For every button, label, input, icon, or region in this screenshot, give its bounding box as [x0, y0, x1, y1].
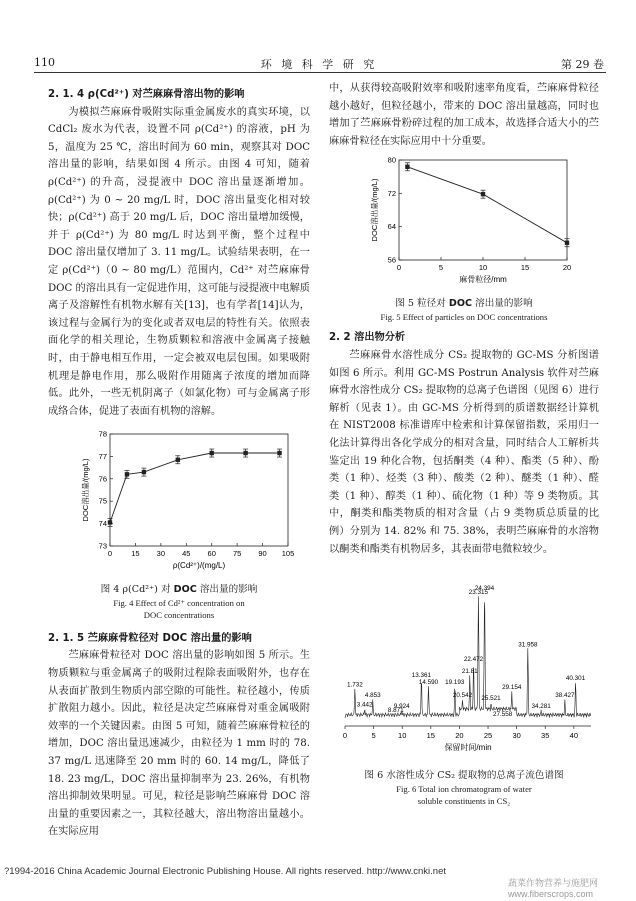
x-tick-label: 20 [455, 731, 464, 741]
section-heading-2-1-4: 2. 1. 4 ρ(Cd²⁺) 对苎麻麻骨溶出物的影响 [48, 89, 245, 100]
data-point [277, 451, 281, 455]
plot-frame [399, 160, 567, 260]
x-axis-label: 麻骨粒径/mm [459, 275, 507, 285]
x-tick-label: 0 [107, 549, 113, 559]
volume-label: 第 29 卷 [561, 58, 604, 71]
data-point [243, 451, 247, 455]
x-tick-label: 10 [398, 731, 407, 741]
right-column [329, 80, 599, 808]
figure-6-caption-en-2: soluble constituents in CS₂ [417, 796, 511, 807]
section-heading-2-2: 2. 2 溶出物分析 [329, 332, 406, 344]
copyright-footer: ?1994-2016 China Academic Journal Electronic Publishing House. All rights reserved. http://www.cnki.net [4, 866, 446, 877]
y-tick-label: 76 [98, 474, 107, 484]
data-point [125, 472, 129, 476]
y-tick-label: 72 [387, 189, 396, 199]
figure-4-chart [48, 426, 310, 576]
x-tick-label: 40 [569, 731, 579, 741]
figure-4-caption-en-2: DOC concentrations [143, 610, 215, 621]
y-tick-label: 75 [98, 496, 107, 506]
left-column [48, 78, 310, 841]
figure-5-chart [329, 154, 599, 290]
figure-4-caption-en-1: Fig. 4 Effect of Cd²⁺ concentration on [113, 597, 245, 608]
y-axis-label: DOC溶出量/(mg/L) [370, 178, 379, 242]
peak-label: 40.301 [565, 674, 586, 682]
y-axis-label: DOC溶出量/(mg/L) [81, 458, 90, 522]
series-line [110, 453, 280, 523]
peak-label: 31.958 [518, 641, 538, 649]
y-tick-label: 78 [98, 429, 107, 439]
paragraph-gcms-analysis: 苎麻麻骨水溶性成分 CS₂ 提取物的 GC-MS 分析图谱如图 6 所示。利用 GC-MS Postrun Analysis 软件对苎麻麻骨水溶性成分 CS₂ 提取物的总离子色谱图（见图 6）进行解析（见表 1）。由 GC-MS 分析得到的质谱数据经计算机在 NIST2008 标准谱库中检索和计算保留指数，采用归一化法计算得出各化学成分的相对含量，同时结合人工解析共鉴定出 19 种化合物，包括酮类（4 种）、酯类（5 种）、酚类（1 种）、烃类（3 种）、酸类（2 种）、醚类（1 种）、醛类（1 种）、醇类（1 种）、硫化物（1 种）等 9 类物质。其中，酮类和酯类物质的相对含量（占 9 类物质总质量的比例）分别为 14. 82% 和 75. 38%，表明苎麻麻骨的水溶物以酮类和酯类有机物居多，其表面带电微粒较少。 [329, 350, 599, 555]
peak-label: 13.361 [411, 672, 432, 680]
figure-5-caption-suffix: 溶出量的影响 [475, 297, 533, 309]
peak-label: 38.427 [555, 692, 575, 700]
peak-label: 21.81 [461, 668, 478, 676]
peak-label: 20.542 [452, 692, 473, 700]
peak-label: 22.472 [463, 656, 484, 664]
figure-5-caption-prefix: 图 5 粒径对 [395, 297, 446, 309]
journal-title: 环 境 科 学 研 究 [260, 58, 378, 71]
y-tick-label: 73 [98, 541, 107, 551]
data-point [565, 241, 569, 245]
section-heading-2-1-5: 2. 1. 5 苎麻麻骨粒径对 DOC 溶出量的影响 [48, 632, 252, 644]
page-number: 110 [34, 56, 55, 69]
figure-5 [329, 154, 599, 323]
figure-5-caption-bold: DOC [448, 297, 473, 309]
x-tick-label: 105 [281, 549, 295, 559]
x-tick-label: 10 [478, 263, 488, 273]
figure-5-caption-en: Fig. 5 Effect of particles on DOC concentrations [380, 311, 548, 322]
figure-6-chart [329, 562, 599, 762]
x-tick-label: 15 [426, 731, 435, 741]
x-tick-label: 90 [258, 549, 267, 559]
x-tick-label: 30 [156, 549, 166, 559]
x-tick-label: 75 [232, 549, 242, 559]
x-tick-label: 45 [182, 549, 191, 559]
data-point [176, 458, 180, 462]
figure-4-caption-suffix: 溶出量的影响 [199, 583, 258, 595]
paragraph-cd-effect: 为模拟苎麻麻骨吸附实际重金属废水的真实环境，以 CdCl₂ 废水为代表，设置不同 ρ(Cd²⁺) 的溶液，pH 为 5，温度为 25 ℃，溶出时间为 60 min，观察其对 DOC 溶出量的影响，结果如图 4 所示。由图 4 可知，随着 ρ(Cd²⁺) 的升高，浸提液中 DOC 溶出量逐渐增加。ρ(Cd²⁺) 为 0 ~ 20 mg/L 时，DOC 溶出量变化相对较快；ρ(Cd²⁺) 高于 20 mg/L 后，DOC 溶出量增加缓慢，并于 ρ(Cd²⁺) 为 80 mg/L 时达到平衡，整个过程中 DOC 溶出量仅增加了 3. 11 mg/L。试验结果表明，在一定 ρ(Cd²⁺)（0 ~ 80 mg/L）范围内，Cd²⁺ 对苎麻麻骨 DOC 的溶出具有一定促进作用，这可能与浸提液中电解质离子及溶解性有机物水解有关[13]，也有学者[14]认为，该过程与金属行为的变化或者双电层的特性有关。依照表面化学的相关理论，生物质颗粒和溶液中金属离子接触时，由于静电相互作用，一定会被双电层包围。如果吸附机理是静电作用，那么吸附作用随离子浓度的增加而降低。此外，一些无机阴离子（如氯化物）可与金属离子形成络合体，促进了表面有机物的溶解。 [48, 106, 310, 417]
x-tick-label: 35 [541, 731, 550, 741]
figure-6-caption-cn: 图 6 水溶性成分 CS₂ 提取物的总离子流色谱图 [364, 769, 564, 781]
figure-4 [48, 426, 310, 622]
peak-label: 4.853 [364, 692, 381, 700]
peak-label: 3.442 [356, 701, 373, 709]
peak-label: 1.732 [347, 681, 363, 689]
x-tick-label: 25 [483, 731, 493, 741]
header-rule [34, 72, 606, 73]
peak-label: 25.521 [481, 695, 501, 703]
figure-4-caption-prefix: 图 4 ρ(Cd²⁺) 对 [100, 583, 171, 595]
paragraph-particle-continued: 中，从获得较高吸附效率和吸附速率角度看，苎麻麻骨粒径越小越好，但粒径越小，带来的 DOC 溶出量越高，同时也增加了苎麻麻骨粉碎过程的加工成本，故选择合适大小的苎麻麻骨粒径在实际应用中十分重要。 [329, 83, 599, 147]
y-tick-label: 56 [387, 255, 396, 265]
peak-label: 23.315 [468, 589, 489, 597]
peak-label: 19.193 [445, 678, 465, 686]
data-point [108, 521, 112, 525]
figure-6 [329, 562, 599, 808]
x-axis-label: 保留时间/min [444, 743, 492, 753]
x-tick-label: 15 [520, 263, 530, 273]
data-point [142, 470, 146, 474]
x-tick-label: 15 [131, 549, 140, 559]
figure-5-caption-cn [329, 297, 599, 311]
plot-frame [110, 434, 288, 546]
figure-4-caption-cn [48, 583, 310, 597]
peak-label: 14.590 [418, 678, 439, 686]
figure-4-caption-bold: DOC [173, 583, 197, 595]
data-point [481, 192, 485, 196]
watermark: 蔬菜作物营养与施肥网 www.fiberscrops.com [508, 878, 599, 899]
y-tick-label: 77 [98, 452, 107, 462]
y-tick-label: 80 [387, 155, 396, 165]
peak-label: 27.558 [493, 711, 513, 719]
y-tick-label: 64 [387, 222, 396, 232]
x-axis-label: ρ(Cd²⁺)/(mg/L) [172, 561, 226, 571]
peak-label: 24.394 [474, 585, 495, 593]
x-tick-label: 60 [207, 549, 216, 559]
y-tick-label: 74 [98, 519, 107, 529]
data-point [405, 165, 409, 169]
x-tick-label: 5 [438, 263, 444, 273]
peak-label: 9.924 [393, 703, 410, 711]
paragraph-particle-effect: 苎麻麻骨粒径对 DOC 溶出量的影响如图 5 所示。生物质颗粒与重金属离子的吸附过程除表面吸附外，也存在从表面扩散到生物质内部空隙的可能性。粒径越小，传质扩散阻力越小。因此，粒径是决定苎麻麻骨对重金属吸附效率的一个关键因素。由图 5 可知，随着苎麻麻骨粒径的增加，DOC 溶出量迅速减少，由粒径为 1 mm 时的 78. 37 mg/L 迅速降至 20 mm 时的 60. 14 mg/L，降低了 18. 23 mg/L，DOC 溶出量抑制率为 23. 26%，有机物溶出抑制效果明显。可见，粒径是影响苎麻麻骨 DOC 溶出量的重要因素之一，其粒径越大，溶出物溶出量越小。在实际应用 [48, 650, 310, 838]
x-tick-label: 30 [512, 731, 521, 741]
data-point [210, 451, 214, 455]
x-tick-label: 5 [371, 731, 376, 741]
figure-6-caption-en-1: Fig. 6 Total ion chromatogram of water [396, 783, 532, 794]
peak-label: 29.154 [502, 684, 522, 692]
peak-label: 8.871 [387, 707, 404, 715]
x-tick-label: 0 [342, 731, 348, 741]
x-tick-label: 20 [562, 263, 572, 273]
series-line [407, 167, 567, 243]
x-tick-label: 0 [396, 263, 402, 273]
peak-label: 34.281 [531, 703, 551, 711]
